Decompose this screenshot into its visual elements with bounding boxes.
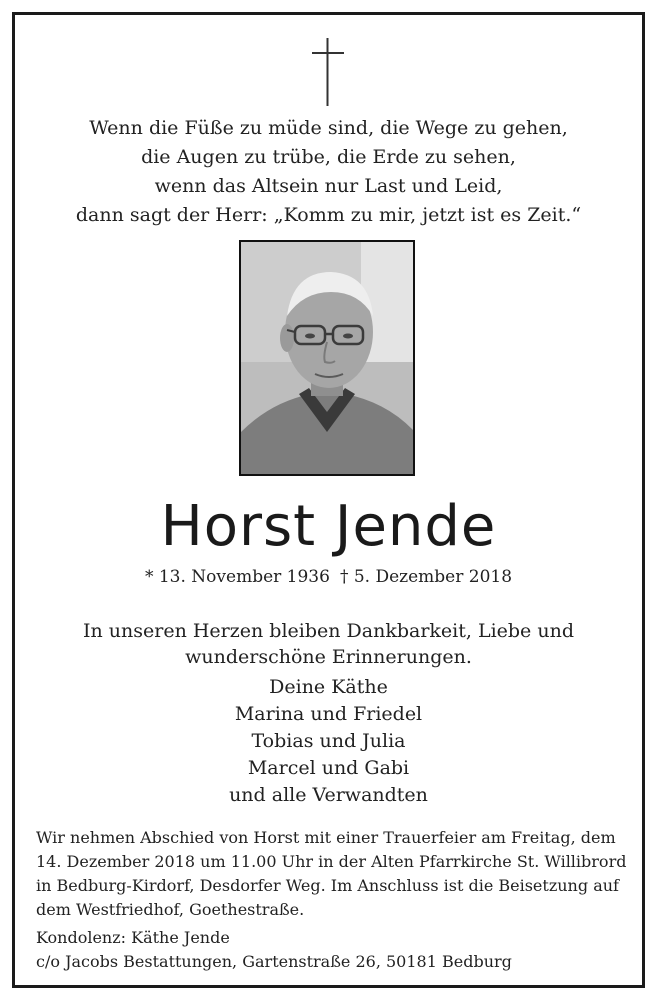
- memory-line: wunderschöne Erinnerungen.: [185, 646, 472, 668]
- notice-line: 14. Dezember 2018 um 11.00 Uhr in der Alten Pfarrkirche St. Willibrord: [36, 852, 627, 871]
- notice-line: dem Westfriedhof, Goethestraße.: [36, 900, 305, 919]
- deceased-name: Horst Jende: [160, 494, 497, 559]
- condolence-contact: [36, 926, 636, 974]
- cross-icon: [310, 38, 346, 106]
- memorial-verse: [20, 114, 637, 230]
- verse-line: wenn das Altsein nur Last und Leid,: [154, 175, 503, 197]
- mourner-name: Deine Käthe: [269, 676, 388, 698]
- death-date: † 5. Dezember 2018: [339, 567, 513, 587]
- portrait-image: [241, 242, 413, 474]
- verse-line: die Augen zu trübe, die Erde zu sehen,: [141, 146, 516, 168]
- memory-line: In unseren Herzen bleiben Dankbarkeit, Liebe und: [83, 620, 574, 642]
- verse-line: dann sagt der Herr: „Komm zu mir, jetzt ist es Zeit.“: [75, 204, 582, 226]
- contact-line: Kondolenz: Käthe Jende: [36, 928, 230, 947]
- mourner-name: Marcel und Gabi: [247, 757, 410, 779]
- mourner-name: und alle Verwandten: [229, 784, 428, 806]
- mourner-name: Tobias und Julia: [251, 730, 406, 752]
- life-dates: [20, 565, 637, 589]
- contact-line: c/o Jacobs Bestattungen, Gartenstraße 26, 50181 Bedburg: [36, 952, 512, 971]
- memory-text: [20, 618, 637, 670]
- verse-line: Wenn die Füße zu müde sind, die Wege zu gehen,: [89, 117, 568, 139]
- notice-line: Wir nehmen Abschied von Horst mit einer Trauerfeier am Freitag, dem: [36, 828, 616, 847]
- mourner-name: Marina und Friedel: [234, 703, 423, 725]
- portrait-photo: [239, 240, 415, 476]
- notice-line: in Bedburg-Kirdorf, Desdorfer Weg. Im Anschluss ist die Beisetzung auf: [36, 876, 619, 895]
- funeral-notice: [36, 826, 636, 922]
- birth-date: * 13. November 1936: [144, 567, 330, 587]
- mourners-list: [20, 674, 637, 809]
